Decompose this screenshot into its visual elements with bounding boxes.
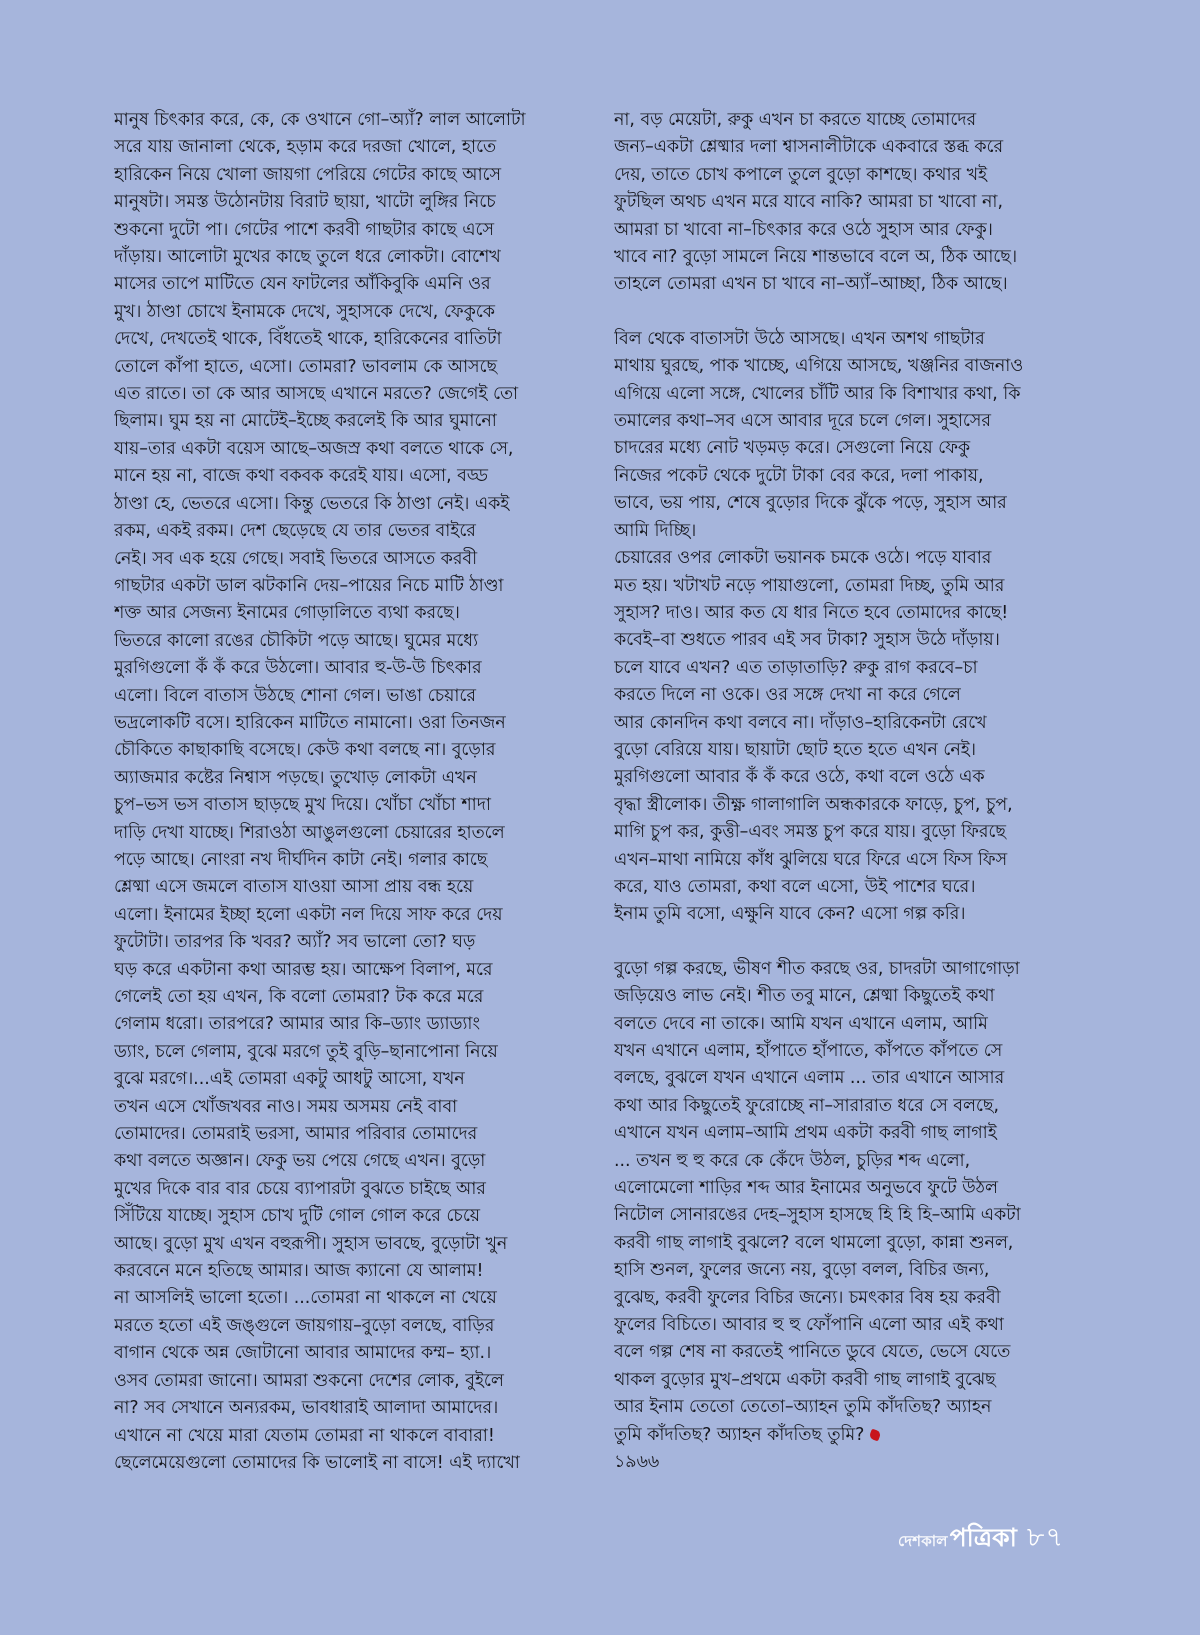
logo-small-text: দেশকাল — [898, 1532, 948, 1550]
logo-large-text: পত্রিকা — [949, 1523, 1017, 1552]
right-text-column — [614, 107, 1074, 1497]
story-paragraph: চেয়ারের ওপর লোকটা ভয়ানক চমকে ওঠে। পড়ে যাবার মত হয়। খটাখট নড়ে পায়াগুলো, তোমরা দিচ্ছ, তুমি আর সুহাস? দাও। আর কত যে ধার নিতে হবে তোমাদের কাছে! কবেই–বা শুধতে পারব এই সব টাকা? সুহাস উঠে দাঁড়ায়। চলে যাবে এখন? এত তাড়াতাড়ি? রুকু রাগ করবে–চা করতে দিলে না ওকে। ওর সঙ্গে দেখা না করে গেলে আর কোনদিন কথা বলবে না। দাঁড়াও–হারিকেনটা রেখে বুড়ো বেরিয়ে যায়। ছায়াটা ছোট হতে হতে এখন নেই। মুরগিগুলো আবার কঁ কঁ করে ওঠে, কথা বলে ওঠে এক বৃদ্ধা স্ত্রীলোক। তীক্ষ্ণ গালাগালি অন্ধকারকে ফাড়ে, চুপ, চুপ, মাগি চুপ কর, কুত্তী–এবং সমস্ত চুপ করে যায়। বুড়ো ফিরছে এখন–মাথা নামিয়ে কাঁধ ঝুলিয়ে ঘরে ফিরে এসে ফিস ফিস করে, যাও তোমরা, কথা বলে এসো, উই পাশের ঘরে। ইনাম তুমি বসো, এক্ষুনি যাবে কেন? এসো গল্প করি। — [614, 548, 1013, 925]
magazine-logo — [898, 1518, 1017, 1561]
page-footer — [898, 1517, 1064, 1562]
page-number: ৮৭ — [1026, 1522, 1064, 1553]
red-ornament-icon — [869, 1428, 882, 1441]
story-paragraph: বিল থেকে বাতাসটা উঠে আসছে। এখন অশথ গাছটার মাথায় ঘুরছে, পাক খাচ্ছে, এগিয়ে আসছে, খঞ্জনির বাজনাও এগিয়ে এলো সঙ্গে, খোলের চাঁটি আর কি বিশাখার কথা, কি তমালের কথা–সব এসে আবার দূরে চলে গেল। সুহাসের চাদরের মধ্যে নোট খড়মড় করে। সেগুলো নিয়ে ফেকু নিজের পকেট থেকে দুটো টাকা বের করে, দলা পাকায়, ভাবে, ভয় পায়, শেষে বুড়োর দিকে ঝুঁকে পড়ে, সুহাস আর আমি দিচ্ছি। — [614, 328, 1024, 541]
story-paragraph: মানুষ চিৎকার করে, কে, কে ওখানে গো–অ্যাঁ? লাল আলোটা সরে যায় জানালা থেকে, হড়াম করে দরজা খোলে, হাতে হারিকেন নিয়ে খোলা জায়গা পেরিয়ে গেটের কাছে আসে মানুষটা। সমস্ত উঠোনটায় বিরাট ছায়া, খাটো লুঙ্গির নিচে শুকনো দুটো পা। গেটের পাশে করবী গাছটার কাছে এসে দাঁড়ায়। আলোটা মুখের কাছে তুলে ধরে লোকটা। বোশেখ মাসের তাপে মাটিতে যেন ফাটলের আঁকিবুকি এমনি ওর মুখ। ঠাণ্ডা চোখে ইনামকে দেখে, সুহাসকে দেখে, ফেকুকে দেখে, দেখতেই থাকে, বিঁধতেই থাকে, হারিকেনের বাতিটা তোলে কাঁপা হাতে, এসো। তোমরা? ভাবলাম কে আসছে এত রাতে। তা কে আর আসছে এখানে মরতে? জেগেই তো ছিলাম। ঘুম হয় না মোটেই–ইচ্ছে করলেই কি আর ঘুমানো যায়–তার একটা বয়েস আছে–অজস্র কথা বলতে থাকে সে, মানে হয় না, বাজে কথা বকবক করেই যায়। এসো, বড্ড ঠাণ্ডা হে, ভেতরে এসো। কিন্তু ভেতরে কি ঠাণ্ডা নেই। একই রকম, একই রকম। দেশ ছেড়েছে যে তার ভেতর বাইরে নেই। সব এক হয়ে গেছে। সবাই ভিতরে আসতে করবী গাছটার একটা ডাল ঝটকানি দেয়–পায়ের নিচে মাটি ঠাণ্ডা শক্ত আর সেজন্য ইনামের গোড়ালিতে ব্যথা করছে। ভিতরে কালো রঙের চৌকিটা পড়ে আছে। ঘুমের মধ্যে মুরগিগুলো কঁ কঁ করে উঠলো। আবার হু-উ-উ চিৎকার এলো। বিলে বাতাস উঠছে শোনা গেল। ভাঙা চেয়ারে ভদ্রলোকটি বসে। হারিকেন মাটিতে নামানো। ওরা তিনজন চৌকিতে কাছাকাছি বসেছে। কেউ কথা বলছে না। বুড়োর অ্যাজমার কষ্টের নিশ্বাস পড়ছে। তুখোড় লোকটা এখন চুপ–ভস ভস বাতাস ছাড়ছে মুখ দিয়ে। খোঁচা খোঁচা শাদা দাড়ি দেখা যাচ্ছে। শিরাওঠা আঙুলগুলো চেয়ারের হাতলে পড়ে আছে। নোংরা নখ দীর্ঘদিন কাটা নেই। গলার কাছে শ্লেষ্মা এসে জমলে বাতাস যাওয়া আসা প্রায় বন্ধ হয়ে এলো। ইনামের ইচ্ছা হলো একটা নল দিয়ে সাফ করে দেয় ফুটোটা। তারপর কি খবর? অ্যাঁ? সব ভালো তো? ঘড় ঘড় করে একটানা কথা আরম্ভ হয়। আক্ষেপ বিলাপ, মরে গেলেই তো হয় এখন, কি বলো তোমরা? টক করে মরে গেলাম ধরো। তারপরে? আমার আর কি–ড্যাং ড্যাড্যাং ড্যাং, চলে গেলাম, বুঝে মরগে তুই বুড়ি–ছানাপোনা নিয়ে বুঝে মরগে।...এই তোমরা একটু আধটু আসো, যখন তখন এসে খোঁজখবর নাও। সময় অসময় নেই বাবা তোমাদের। তোমরাই ভরসা, আমার পরিবার তোমাদের কথা বলতে অজ্ঞান। ফেকু ভয় পেয়ে গেছে এখন। বুড়ো মুখের দিকে বার বার চেয়ে ব্যাপারটা বুঝতে চাইছে আর সিঁটিয়ে যাচ্ছে। সুহাস চোখ দুটি গোল গোল করে চেয়ে আছে। বুড়ো মুখ এখন বহুরূপী। সুহাস ভাবছে, বুড়োটা খুন করবেনে মনে হতিছে আমার। আজ ক্যানো যে আলাম! না আসলিই ভালো হতো। ...তোমরা না থাকলে না খেয়ে মরতে হতো এই জঙ্গুলে জায়গায়–বুড়ো বলছে, বাড়ির বাগান থেকে অন্ন জোটানো আবার আমাদের কম্ম– হ্যা.। ওসব তোমরা জানো। আমরা শুকনো দেশের লোক, বুইলে না? সব সেখানে অন্যরকম, ভাবধারাই আলাদা আমাদের। এখানে না খেয়ে মারা যেতাম তোমরা না থাকলে বাবারা! ছেলেমেয়েগুলো তোমাদের কি ভালোই না বাসে! এই দ্যাখো — [114, 110, 526, 1473]
story-paragraph: না, বড় মেয়েটা, রুকু এখন চা করতে যাচ্ছে তোমাদের জন্য–একটা শ্লেষ্মার দলা শ্বাসনালীটাকে একবারে স্তব্ধ করে দেয়, তাতে চোখ কপালে তুলে বুড়ো কাশছে। কথার খই ফুটছিল অথচ এখন মরে যাবে নাকি? আমরা চা খাবো না, আমরা চা খাবো না–চিৎকার করে ওঠে সুহাস আর ফেকু। খাবে না? বুড়ো সামলে নিয়ে শান্তভাবে বলে অ, ঠিক আছে। তাহলে তোমরা এখন চা খাবে না–অ্যাঁ–আচ্ছা, ঠিক আছে। — [614, 110, 1018, 295]
story-year: ১৯৬৬ — [614, 1452, 660, 1473]
left-text-column — [114, 107, 576, 1495]
story-paragraph-final — [614, 956, 1074, 1449]
final-paragraph-text: বুড়ো গল্প করছে, ভীষণ শীত করছে ওর, চাদরটা আগাগোড়া জড়িয়েও লাভ নেই। শীত তবু মানে, শ্লেষ্মা কিছুতেই কথা বলতে দেবে না তাকে। আমি যখন এখানে এলাম, আমি যখন এখানে এলাম, হাঁপাতে হাঁপাতে, কাঁপতে কাঁপতে সে বলছে, বুঝলে যখন এখানে এলাম ... তার এখানে আসার কথা আর কিছুতেই ফুরোচ্ছে না–সারারাত ধরে সে বলছে, এখানে যখন এলাম–আমি প্রথম একটা করবী গাছ লাগাই ... তখন হু হু করে কে কেঁদে উঠল, চুড়ির শব্দ এলো, এলোমেলো শাড়ির শব্দ আর ইনামের অনুভবে ফুটে উঠল নিটোল সোনারঙের দেহ–সুহাস হাসছে হি হি হি–আমি একটা করবী গাছ লাগাই বুঝলে? বলে থামলো বুড়ো, কান্না শুনল, হাসি শুনল, ফুলের জন্যে নয়, বুড়ো বলল, বিচির জন্য, বুঝেছ, করবী ফুলের বিচির জন্যে। চমৎকার বিষ হয় করবী ফুলের বিচিতে। আবার হু হু ফোঁপানি এলো আর এই কথা বলে গল্প শেষ না করতেই পানিতে ডুবে যেতে, ভেসে যেতে থাকল বুড়োর মুখ–প্রথমে একটা করবী গাছ লাগাই বুঝেছ আর ইনাম তেতো তেতো–অ্যাহন তুমি কাঁদতিছ? অ্যাহন তুমি কাঁদতিছ? অ্যাহন কাঁদতিছ তুমি? — [614, 958, 1021, 1445]
